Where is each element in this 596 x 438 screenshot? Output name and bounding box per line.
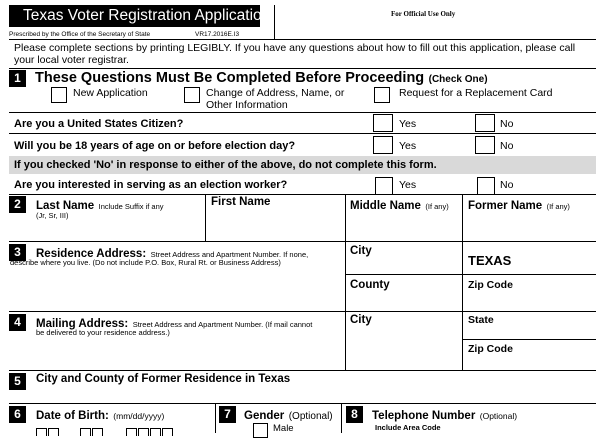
mailing-address-note-2: be delivered to your residence address.)	[36, 328, 170, 337]
section-2-divider-1	[205, 194, 206, 241]
residence-zip-label: Zip Code	[468, 279, 513, 291]
form-title-bar	[9, 5, 271, 27]
age-yes-checkbox[interactable]	[373, 136, 393, 154]
dob-year-digit-4	[162, 428, 173, 436]
citizen-no-checkbox[interactable]	[475, 114, 495, 132]
last-name-note: Include Suffix if any	[98, 202, 164, 211]
section-3-divider-2	[462, 241, 463, 311]
worker-no-checkbox[interactable]	[477, 177, 495, 195]
middle-name-field[interactable]	[348, 214, 459, 238]
section-1-divider-a	[9, 112, 596, 113]
section-7-divider	[341, 403, 342, 433]
residence-address-title: Residence Address:	[36, 248, 147, 260]
date-of-birth-field[interactable]	[36, 427, 211, 433]
residence-address-note: Street Address and Apartment Number. If none,	[150, 250, 309, 259]
mailing-address-note: Street Address and Apartment Number. (If mail cannot	[132, 320, 313, 329]
section-1-title: These Questions Must Be Completed Before Proceeding	[35, 70, 425, 86]
age-question: Will you be 18 years of age on or before election day?	[14, 140, 296, 152]
middle-name-label	[350, 196, 449, 214]
new-application-label: New Application	[73, 87, 148, 99]
telephone-field[interactable]	[455, 420, 590, 433]
dob-year-digit-1	[126, 428, 137, 436]
date-of-birth-title: Date of Birth:	[36, 410, 109, 422]
former-name-title: Former Name	[468, 200, 543, 212]
residence-state-value: TEXAS	[468, 253, 512, 268]
residence-address-field[interactable]	[12, 272, 340, 308]
worker-yes-checkbox[interactable]	[375, 177, 393, 195]
last-name-field[interactable]	[36, 222, 201, 238]
worker-yes-label: Yes	[399, 179, 417, 191]
section-2-top	[9, 194, 596, 195]
section-3-number: 3	[9, 244, 26, 261]
section-1-heading	[35, 69, 488, 87]
check-one-note: (Check One)	[428, 74, 488, 85]
section-3-top	[9, 241, 596, 242]
section-2-divider-3	[462, 194, 463, 241]
date-of-birth-label	[36, 406, 164, 424]
section-6-divider	[215, 403, 216, 433]
mailing-city-label: City	[350, 314, 372, 326]
dob-day-digit-1	[80, 428, 91, 436]
former-name-field[interactable]	[465, 214, 593, 238]
citizen-yes-checkbox[interactable]	[373, 114, 393, 132]
age-no-label: No	[500, 140, 514, 152]
section-1-divider-b	[9, 133, 596, 134]
date-of-birth-note: (mm/dd/yyyy)	[113, 411, 165, 421]
telephone-note: (Optional)	[479, 411, 518, 421]
section-1-number: 1	[9, 70, 26, 87]
first-name-label: First Name	[211, 196, 271, 208]
change-of-address-checkbox[interactable]	[184, 87, 200, 103]
new-application-checkbox[interactable]	[51, 87, 67, 103]
gender-title: Gender	[244, 410, 285, 422]
form-version: VR17.2016E.I3	[195, 31, 240, 38]
middle-name-note: (If any)	[425, 202, 449, 211]
former-residence-label: City and County of Former Residence in Texas	[36, 373, 291, 385]
mailing-zip-label: Zip Code	[468, 343, 513, 355]
dob-day-digit-2	[92, 428, 103, 436]
telephone-title: Telephone Number	[372, 410, 476, 422]
gender-label	[244, 406, 333, 424]
residence-county-label: County	[350, 279, 390, 291]
section-4-divider-2	[462, 311, 463, 370]
former-residence-field[interactable]	[36, 388, 591, 402]
age-no-checkbox[interactable]	[475, 136, 495, 154]
section-7-number: 7	[219, 406, 236, 423]
dob-month-digit-2	[48, 428, 59, 436]
mailing-address-field[interactable]	[12, 340, 340, 368]
section-6-top	[9, 403, 596, 404]
citizen-yes-label: Yes	[399, 118, 417, 130]
dob-year-digit-2	[138, 428, 149, 436]
middle-name-title: Middle Name	[350, 200, 421, 212]
replacement-card-label: Request for a Replacement Card	[399, 87, 553, 99]
first-name-field[interactable]	[208, 214, 342, 238]
dob-month-digit-1	[36, 428, 47, 436]
intro-text: Please complete sections by printing LEGIBLY. If you have any questions about how to fill out this application, please call your local voter registrar.	[14, 42, 576, 66]
section-2-number: 2	[9, 196, 26, 213]
section-5-number: 5	[9, 373, 26, 390]
worker-no-label: No	[500, 179, 514, 191]
replacement-card-checkbox[interactable]	[374, 87, 390, 103]
section-6-number: 6	[9, 406, 26, 423]
dob-year-digit-3	[150, 428, 161, 436]
warning-band	[9, 156, 596, 174]
warning-text: If you checked 'No' in response to either of the above, do not complete this form.	[14, 159, 437, 171]
change-of-address-label: Change of Address, Name, or	[206, 87, 345, 99]
former-name-note: (If any)	[546, 202, 570, 211]
gender-note: (Optional)	[288, 411, 333, 422]
section-8-number: 8	[346, 406, 363, 423]
citizen-question: Are you a United States Citizen?	[14, 118, 184, 130]
header-divider	[9, 39, 596, 40]
official-use-divider	[274, 5, 275, 39]
age-yes-label: Yes	[399, 140, 417, 152]
last-name-suffix-note: (Jr, Sr, III)	[36, 211, 69, 220]
official-use-label: For Official Use Only	[391, 10, 456, 18]
residence-address-note-2: describe where you live. (Do not include P.O. Box, Rural Rt. or Business Address)	[10, 258, 281, 267]
section-5-top	[9, 370, 596, 371]
section-3-divider-1	[345, 241, 346, 311]
former-name-label	[468, 196, 570, 214]
citizen-no-label: No	[500, 118, 514, 130]
prescribed-by: Prescribed by the Office of the Secretary of State	[9, 31, 151, 38]
section-3-mid	[345, 274, 596, 275]
gender-male-label: Male	[273, 423, 294, 434]
gender-male-checkbox[interactable]	[253, 423, 268, 438]
section-4-number: 4	[9, 314, 26, 331]
change-of-address-label-2: Other Information	[206, 99, 288, 111]
section-4-top	[9, 311, 596, 312]
election-worker-question: Are you interested in serving as an election worker?	[14, 179, 288, 191]
mailing-address-title: Mailing Address:	[36, 318, 129, 330]
last-name-title: Last Name	[36, 200, 95, 212]
residence-city-label: City	[350, 245, 372, 257]
mailing-state-label: State	[468, 314, 494, 326]
form-title: Texas Voter Registration Application	[23, 7, 271, 24]
telephone-area-code-note: Include Area Code	[375, 423, 441, 432]
section-4-mid	[462, 339, 596, 340]
section-4-divider-1	[345, 311, 346, 370]
section-2-divider-2	[345, 194, 346, 241]
